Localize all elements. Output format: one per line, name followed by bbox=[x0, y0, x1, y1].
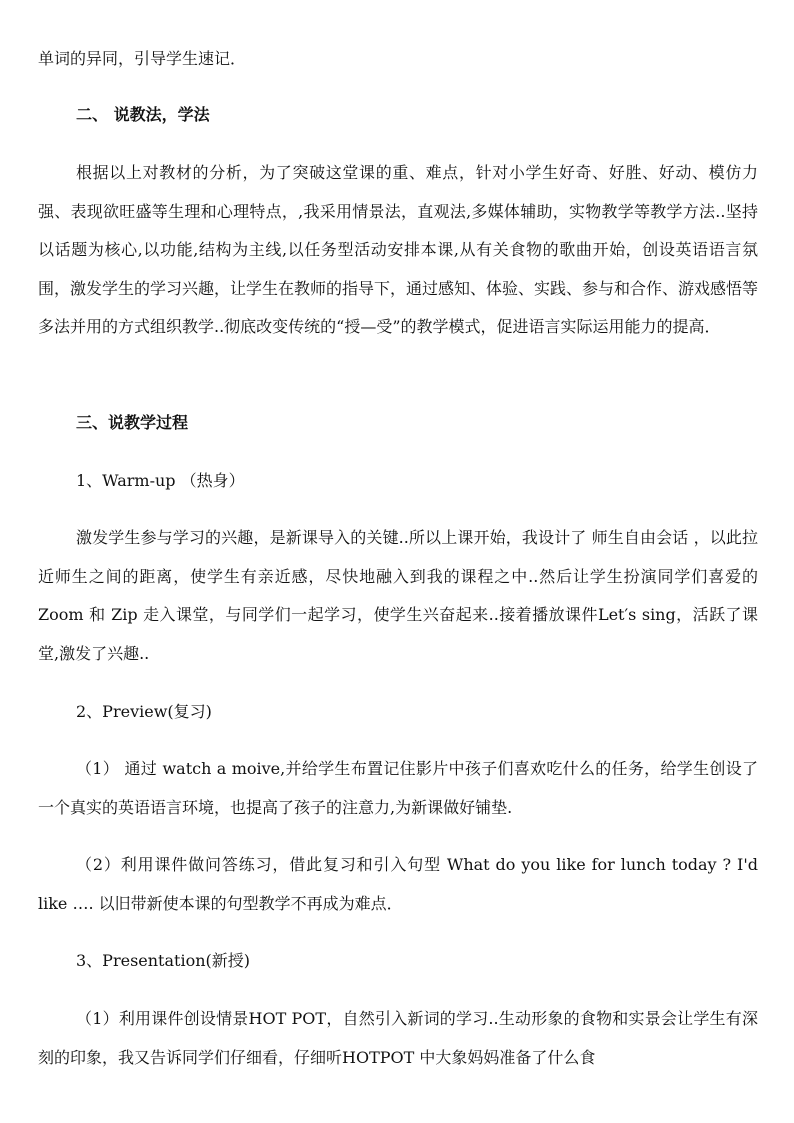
subsection-warmup: 1、Warm-up （热身） bbox=[76, 471, 245, 490]
paragraph-warmup: 激发学生参与学习的兴趣，是新课导入的关键..所以上课开始，我设计了 师生自由会话 ，以此拉近师生之间的距离，使学生有亲近感，尽快地融入到我的课程之中..然后让学生扮演同学们喜爱的 Zoom 和 Zip 走入课堂，与同学们一起学习，使学生兴奋起来..接着播放课件Let′s sing，活跃了课堂,激发了兴趣.. bbox=[38, 528, 758, 663]
section-heading-process: 三、说教学过程 bbox=[76, 413, 189, 432]
paragraph-preview-2: （2）利用课件做问答练习，借此复习和引入句型 What do you like for lunch today ? I'd like …. 以旧带新使本课的句型教学不再成为难点． bbox=[38, 855, 758, 913]
subsection-preview: 2、Preview(复习) bbox=[76, 702, 212, 721]
section-heading-methods: 二、 说教法，学法 bbox=[76, 105, 210, 124]
paragraph-preview-1: （1） 通过 watch a moive,并给学生布置记住影片中孩子们喜欢吃什么的任务，给学生创设了一个真实的英语语言环境，也提高了孩子的注意力,为新课做好铺垫. bbox=[38, 759, 758, 817]
subsection-presentation: 3、Presentation(新授) bbox=[76, 951, 250, 970]
paragraph-methods: 根据以上对教材的分析，为了突破这堂课的重、难点，针对小学生好奇、好胜、好动、模仿力强、表现欲旺盛等生理和心理特点，,我采用情景法，直观法,多媒体辅助，实物教学等教学方法..坚持以话题为核心,以功能,结构为主线,以任务型活动安排本课,从有关食物的歌曲开始，创设英语语言氛围，激发学生的学习兴趣，让学生在教师的指导下，通过感知、体验、实践、参与和合作、游戏感悟等多法并用的方式组织教学..彻底改变传统的“授—受”的教学模式，促进语言实际运用能力的提高． bbox=[38, 163, 759, 336]
paragraph-presentation-1: （1）利用课件创设情景HOT POT，自然引入新词的学习..生动形象的食物和实景会让学生有深刻的印象，我又告诉同学们仔细看，仔细听HOTPOT 中大象妈妈准备了什么食 bbox=[38, 1009, 758, 1067]
paragraph-intro-tail: 单词的异同，引导学生速记． bbox=[38, 49, 247, 68]
